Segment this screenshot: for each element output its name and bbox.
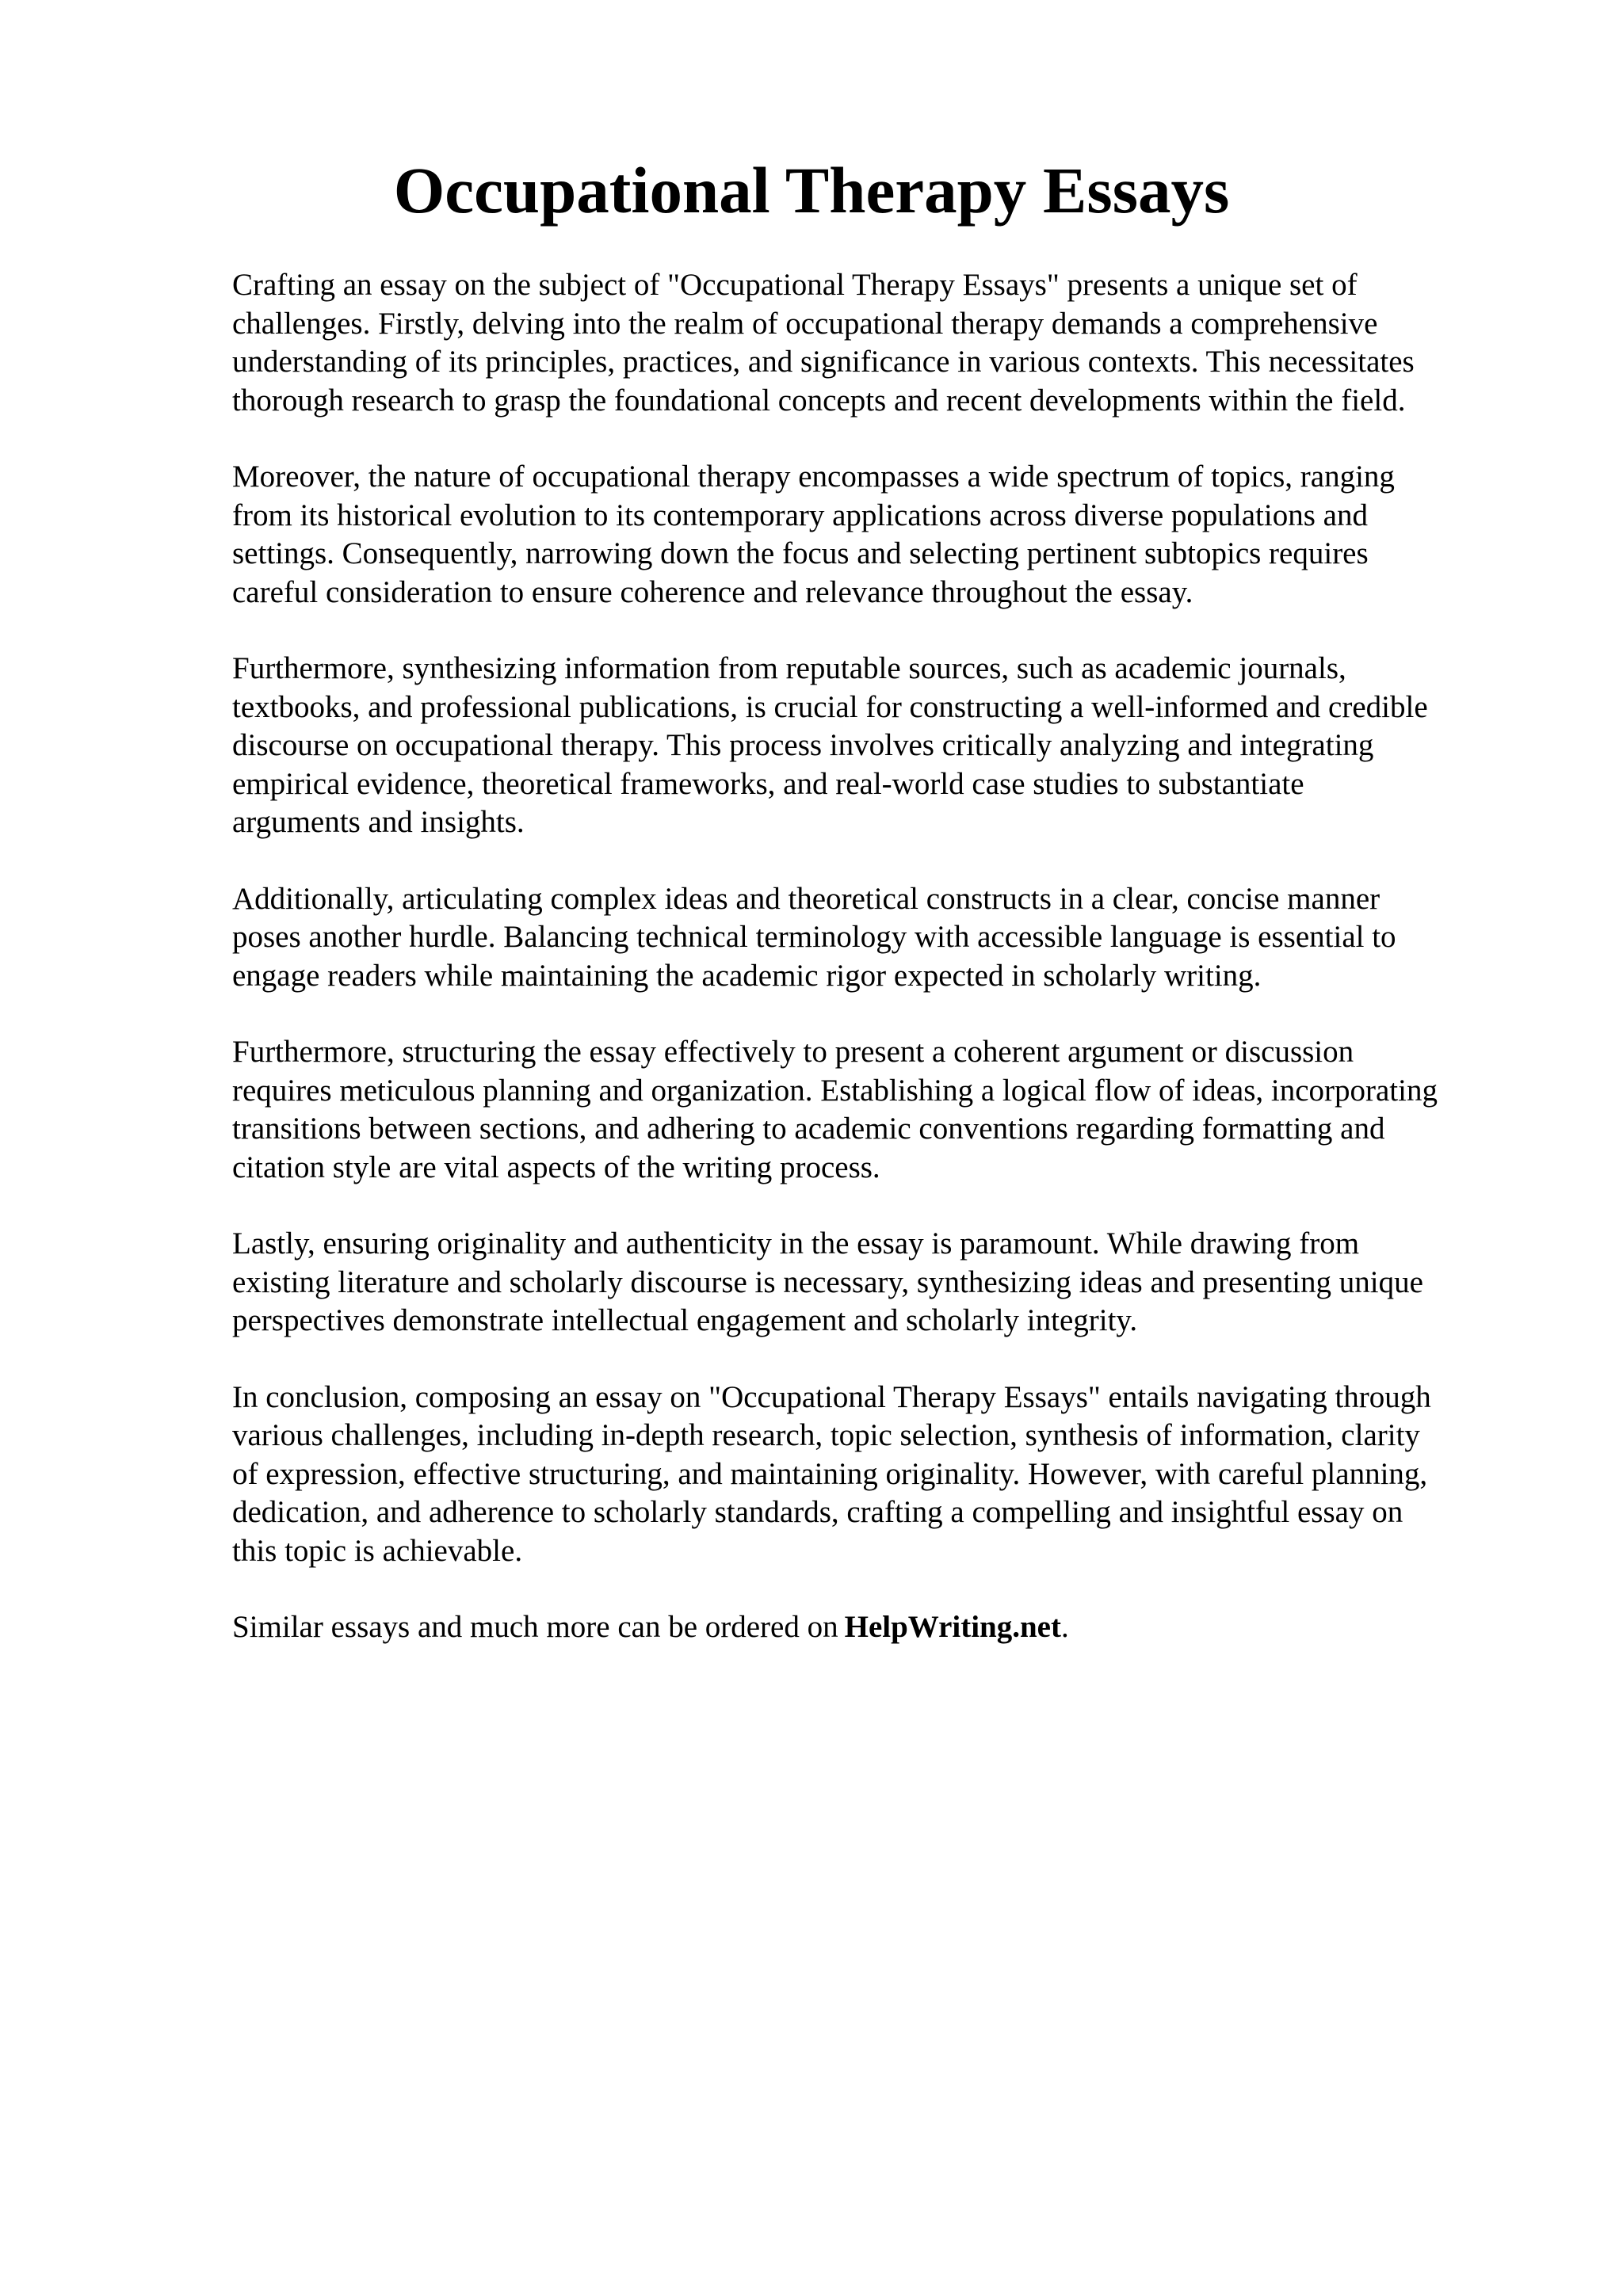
paragraph-7	[232, 1379, 1532, 1571]
essay-body	[232, 266, 1532, 1647]
paragraph-6	[232, 1225, 1532, 1341]
text-line: existing literature and scholarly discourse is necessary, synthesizing ideas and presenting unique	[232, 1264, 1423, 1299]
text-line: careful consideration to ensure coherence and relevance throughout the essay.	[232, 574, 1193, 609]
paragraph-5	[232, 1033, 1532, 1187]
text-line: challenges. Firstly, delving into the realm of occupational therapy demands a comprehensive	[232, 306, 1378, 341]
text-line: Additionally, articulating complex ideas and theoretical constructs in a clear, concise manner	[232, 881, 1381, 916]
paragraph-4	[232, 880, 1532, 996]
text-line: perspectives demonstrate intellectual engagement and scholarly integrity.	[232, 1303, 1138, 1337]
text-line: Crafting an essay on the subject of "Occupational Therapy Essays" presents a unique set of	[232, 268, 1358, 302]
text-line: textbooks, and professional publications, is crucial for constructing a well-informed and credible	[232, 689, 1428, 724]
text-line: Furthermore, structuring the essay effectively to present a coherent argument or discussion	[232, 1035, 1354, 1069]
paragraph-3	[232, 650, 1532, 842]
text-line: empirical evidence, theoretical frameworks, and real-world case studies to substantiate	[232, 766, 1304, 801]
text-line: Moreover, the nature of occupational therapy encompasses a wide spectrum of topics, ranging	[232, 460, 1395, 494]
brand-link[interactable]: HelpWriting.net	[844, 1610, 1061, 1644]
text-line: In conclusion, composing an essay on "Occupational Therapy Essays" entails navigating through	[232, 1379, 1431, 1414]
closing-punctuation: .	[1060, 1610, 1069, 1644]
closing-text: Similar essays and much more can be ordered on	[232, 1610, 838, 1644]
text-line: this topic is achievable.	[232, 1533, 523, 1568]
text-line: understanding of its principles, practices, and significance in various contexts. This necessitates	[232, 345, 1415, 379]
text-line: transitions between sections, and adhering to academic conventions regarding formatting and	[232, 1112, 1385, 1146]
text-line: settings. Consequently, narrowing down the focus and selecting pertinent subtopics requires	[232, 536, 1369, 570]
text-line: from its historical evolution to its contemporary applications across diverse populations and	[232, 498, 1368, 532]
paragraph-2	[232, 458, 1532, 612]
document-title: Occupational Therapy Essays	[393, 154, 1230, 227]
text-line: discourse on occupational therapy. This process involves critically analyzing and integrating	[232, 728, 1374, 762]
text-line: of expression, effective structuring, and maintaining originality. However, with careful planning,	[232, 1456, 1428, 1491]
text-line: arguments and insights.	[232, 805, 525, 839]
text-line: thorough research to grasp the foundational concepts and recent developments within the field.	[232, 383, 1406, 418]
text-line: requires meticulous planning and organization. Establishing a logical flow of ideas, incorporating	[232, 1073, 1438, 1108]
text-line: Furthermore, synthesizing information from reputable sources, such as academic journals,	[232, 651, 1346, 685]
text-line: dedication, and adherence to scholarly standards, crafting a compelling and insightful essay on	[232, 1495, 1403, 1529]
text-line: poses another hurdle. Balancing technical terminology with accessible language is essential to	[232, 920, 1396, 954]
text-line: various challenges, including in-depth research, topic selection, synthesis of information, clarity	[232, 1418, 1420, 1452]
text-line: Lastly, ensuring originality and authenticity in the essay is paramount. While drawing from	[232, 1226, 1360, 1261]
closing-line	[232, 1608, 1532, 1647]
text-line: engage readers while maintaining the academic rigor expected in scholarly writing.	[232, 958, 1262, 993]
paragraph-1	[232, 266, 1532, 420]
text-line: citation style are vital aspects of the writing process.	[232, 1150, 880, 1184]
